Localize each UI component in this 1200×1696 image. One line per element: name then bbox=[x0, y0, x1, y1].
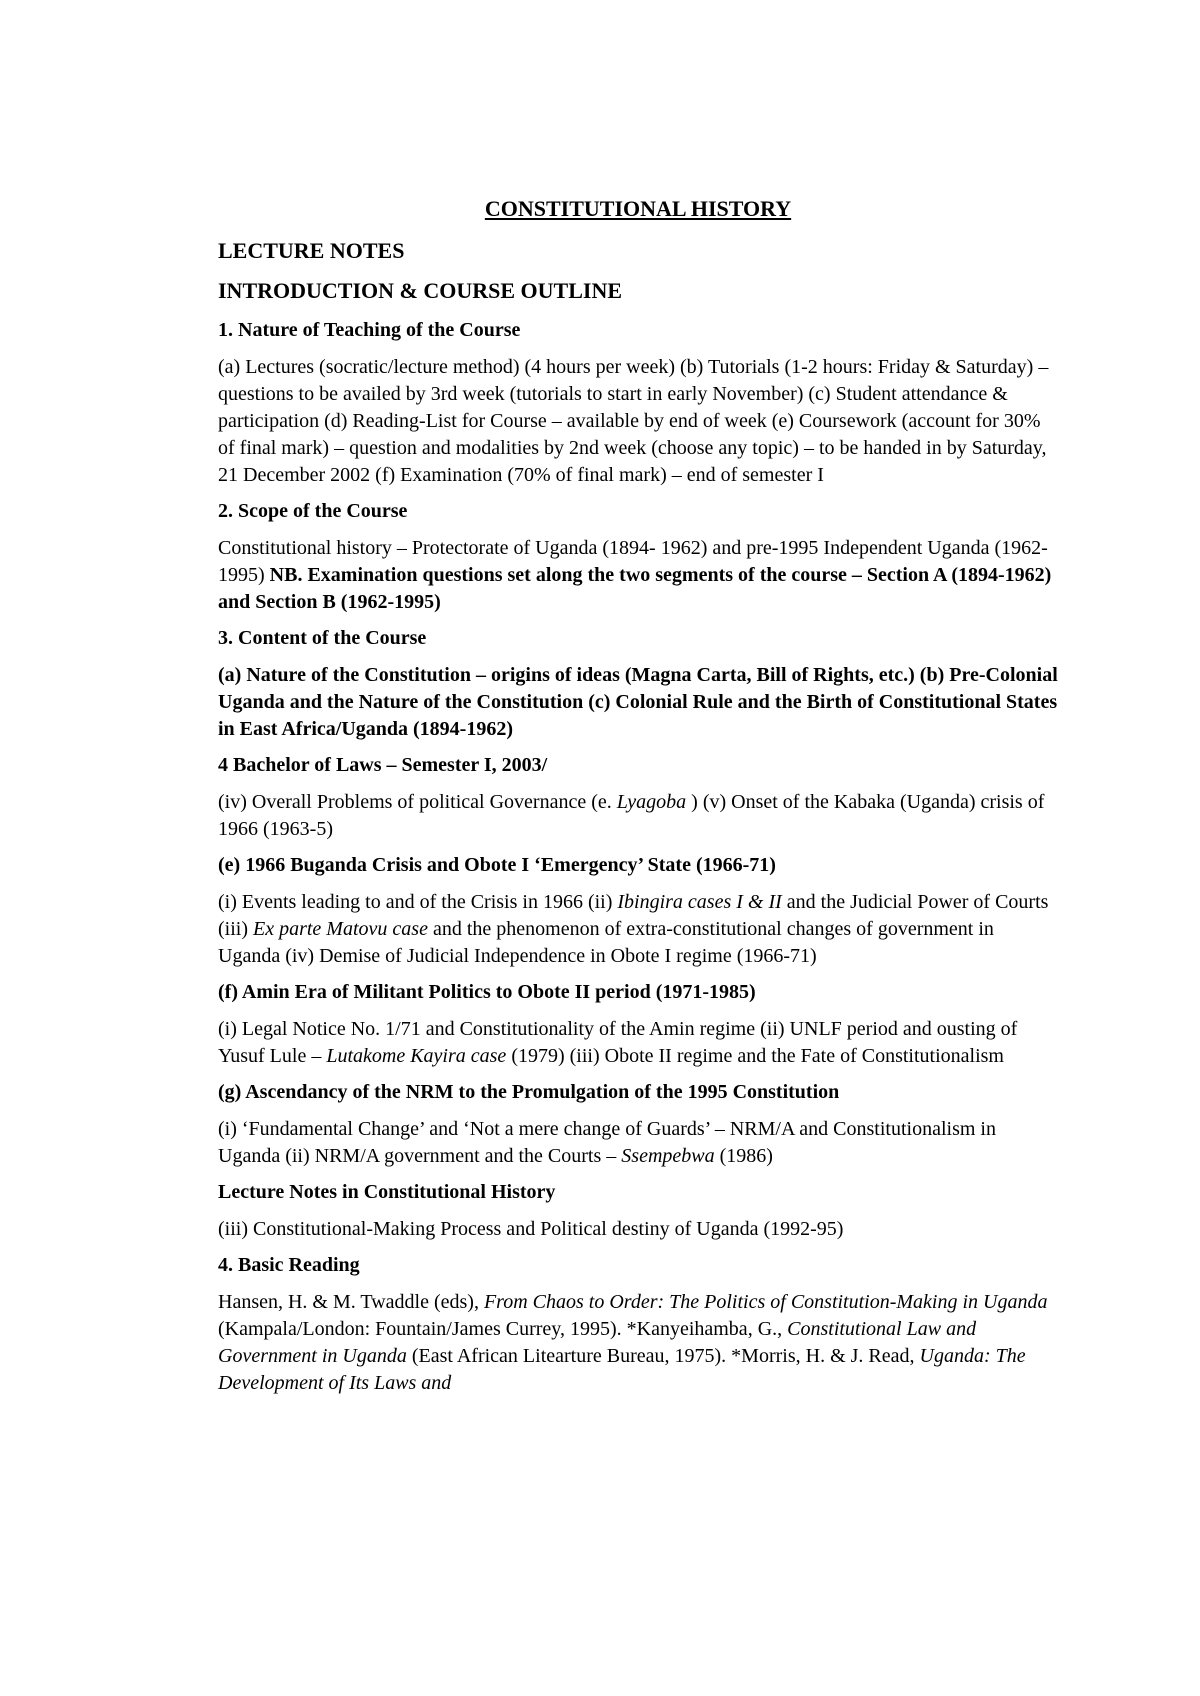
section-e-case-1: Ibingira cases I & II bbox=[617, 891, 782, 913]
section-e-case-2: Ex parte Matovu case bbox=[253, 918, 428, 940]
section-e-text-3: and the phenomenon of extra-constitutional changes of government in Uganda (iv) Demise of Judicial Independence in Obote I regime (1966-71) bbox=[218, 918, 994, 967]
reading-title-1: From Chaos to Order: The Politics of Constitution-Making in Uganda bbox=[483, 1291, 1048, 1313]
section-4-text-1: (iv) Overall Problems of political Governance (e. bbox=[218, 791, 617, 813]
reading-text-3: (East African Litearture Bureau, 1975). *Morris, H. & J. Read, bbox=[406, 1345, 920, 1367]
intro-heading: INTRODUCTION & COURSE OUTLINE bbox=[218, 278, 623, 303]
reading-text-1: Hansen, H. & M. Twaddle (eds), bbox=[218, 1291, 484, 1313]
section-2-note: NB. Examination questions set along the two segments of the course – Section A (1894-1962) and Section B (1962-1995) bbox=[218, 564, 1052, 613]
reading-title-3: Uganda: The Development of Its Laws and bbox=[218, 1345, 1026, 1394]
section-f-text-2: (1979) (iii) Obote II regime and the Fate of Constitutionalism bbox=[506, 1045, 1004, 1067]
section-g-paragraph bbox=[218, 1116, 1060, 1170]
section-g-text-1: (i) ‘Fundamental Change’ and ‘Not a mere change of Guards’ – NRM/A and Constitutionalism in Uganda (ii) NRM/A government and the Courts – bbox=[218, 1118, 996, 1167]
section-2-paragraph bbox=[218, 535, 1060, 616]
reading-title-2: Constitutional Law and Government in Uganda bbox=[218, 1318, 977, 1367]
section-e-text-1: (i) Events leading to and of the Crisis in 1966 (ii) bbox=[218, 891, 618, 913]
section-1-heading: 1. Nature of Teaching of the Course bbox=[218, 319, 521, 341]
section-4-heading: 4 Bachelor of Laws – Semester I, 2003/ bbox=[218, 754, 548, 776]
section-3-text: (a) Nature of the Constitution – origins of ideas (Magna Carta, Bill of Rights, etc.) (b) Pre-Colonial Uganda and the Nature of the Constitution (c) Colonial Rule and the Birth of Constitutional States in East Africa/Uganda (1894-1962) bbox=[218, 664, 1058, 740]
section-4-text-2: ) (v) Onset of the Kabaka (Uganda) crisis of 1966 (1963-5) bbox=[218, 791, 1045, 840]
section-e-heading: (e) 1966 Buganda Crisis and Obote I ‘Emergency’ State (1966-71) bbox=[218, 854, 776, 876]
lecture-notes-text: (iii) Constitutional-Making Process and Political destiny of Uganda (1992-95) bbox=[218, 1218, 844, 1240]
section-e-text-2: and the Judicial Power of Courts (iii) bbox=[218, 891, 1049, 940]
section-4-paragraph bbox=[218, 789, 1060, 843]
document-title: CONSTITUTIONAL HISTORY bbox=[484, 196, 792, 221]
lecture-notes-heading: LECTURE NOTES bbox=[218, 238, 405, 263]
section-1-text: (a) Lectures (socratic/lecture method) (4 hours per week) (b) Tutorials (1-2 hours: Friday & Saturday) – questions to be availed by 3rd week (tutorials to start in early November) (c) Student attendance & participation (d) Reading-List for Course – available by end of week (e) Coursework (account for 30% of final mark) – question and modalities by 2nd week (choose any topic) – to be handed in by Saturday, 21 December 2002 (f) Examination (70% of final mark) – end of semester I bbox=[218, 356, 1049, 486]
section-3-heading: 3. Content of the Course bbox=[218, 627, 427, 649]
section-4-case: Lyagoba bbox=[616, 791, 687, 813]
basic-reading-heading: 4. Basic Reading bbox=[218, 1254, 360, 1276]
section-f-paragraph bbox=[218, 1016, 1060, 1070]
lecture-notes-subheading: Lecture Notes in Constitutional History bbox=[218, 1181, 556, 1203]
section-2-text: Constitutional history – Protectorate of Uganda (1894- 1962) and pre-1995 Independent Uganda (1962-1995) bbox=[218, 537, 1048, 586]
basic-reading-paragraph bbox=[218, 1289, 1060, 1397]
reading-text-2: (Kampala/London: Fountain/James Currey, 1995). *Kanyeihamba, G., bbox=[218, 1318, 788, 1340]
section-2-heading: 2. Scope of the Course bbox=[218, 500, 408, 522]
section-g-heading: (g) Ascendancy of the NRM to the Promulgation of the 1995 Constitution bbox=[218, 1081, 840, 1103]
section-f-heading: (f) Amin Era of Militant Politics to Obote II period (1971-1985) bbox=[218, 981, 756, 1003]
section-e-paragraph bbox=[218, 889, 1060, 970]
section-g-case: Ssempebwa bbox=[621, 1145, 715, 1167]
section-f-case: Lutakome Kayira case bbox=[326, 1045, 507, 1067]
section-g-text-2: (1986) bbox=[714, 1145, 773, 1167]
section-f-text-1: (i) Legal Notice No. 1/71 and Constitutionality of the Amin regime (ii) UNLF period and ousting of Yusuf Lule – bbox=[218, 1018, 1018, 1067]
